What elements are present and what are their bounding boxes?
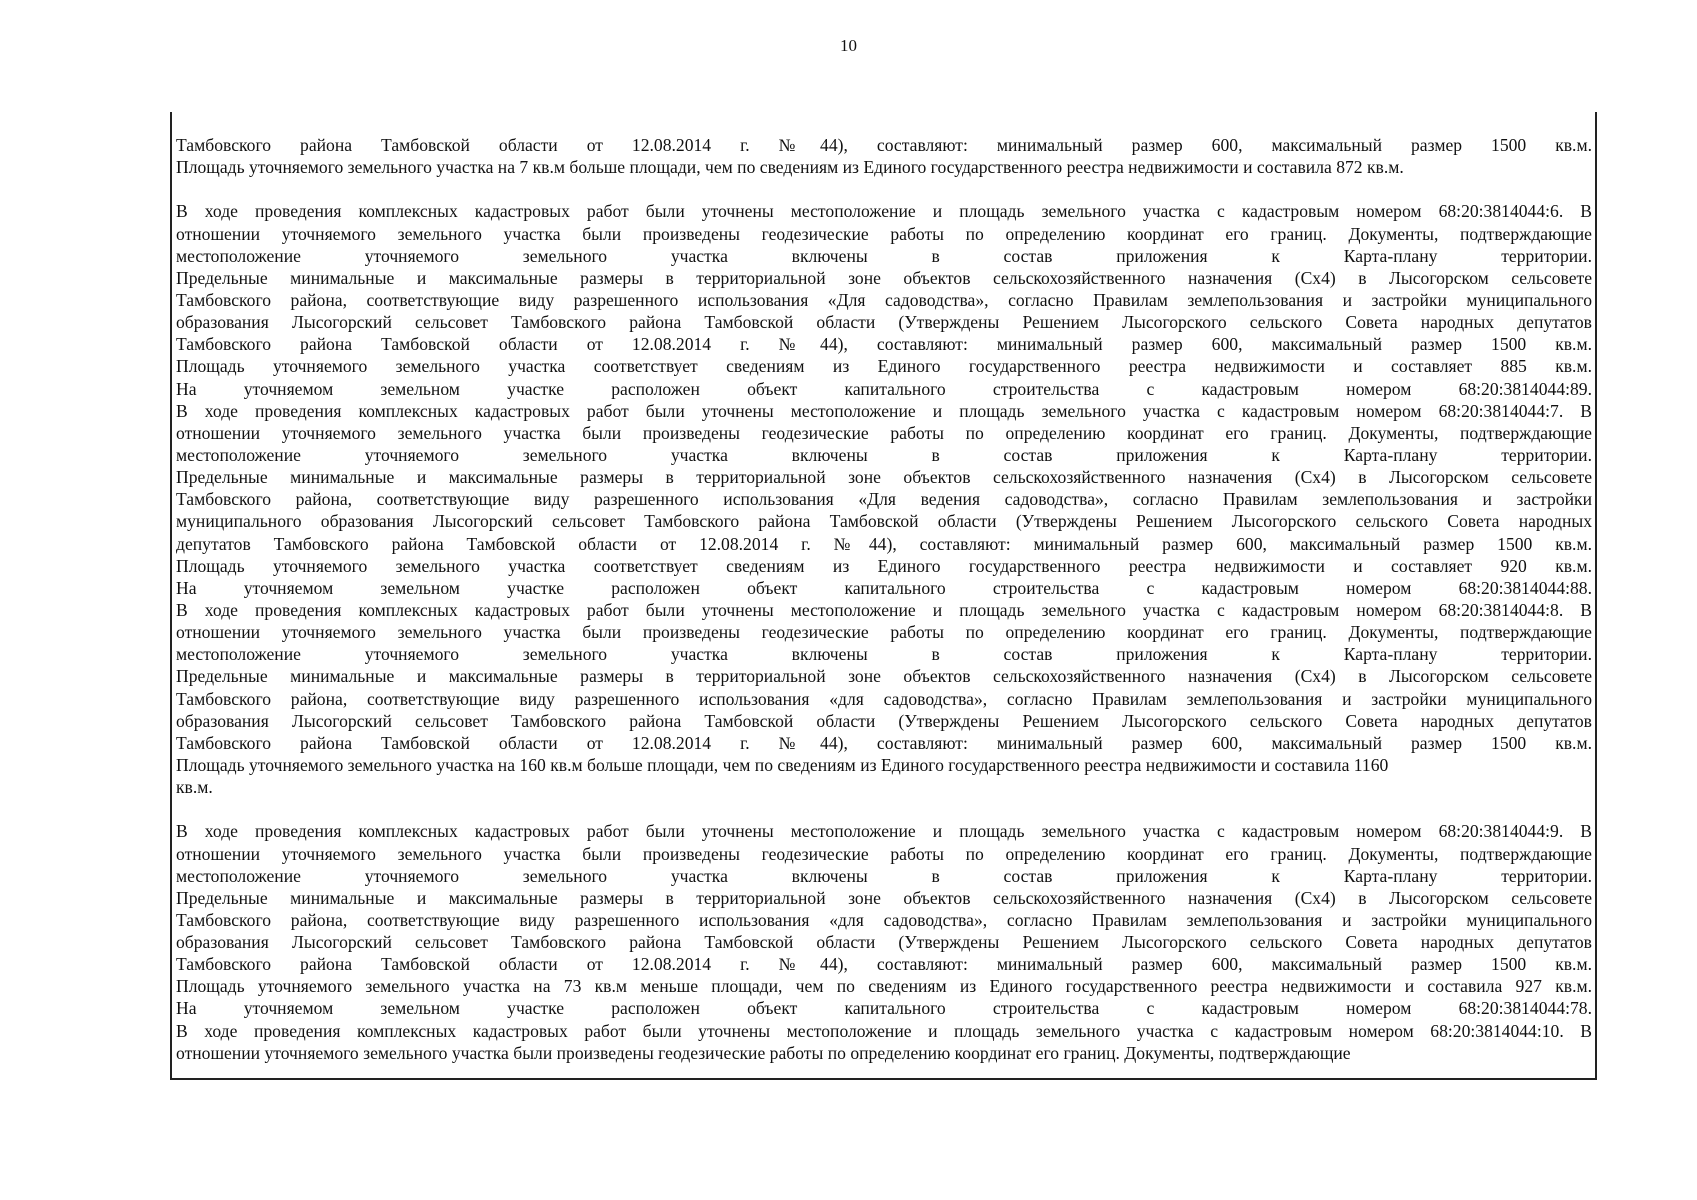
text-line: местоположение уточняемого земельного участка включены в состав приложения к Карта-плану территории.	[176, 444, 1592, 465]
text-line: Площадь уточняемого земельного участка соответствует сведениям из Единого государственного реестра недвижимости и составляет 885 кв.м.	[176, 356, 1592, 377]
text-line: отношении уточняемого земельного участка были произведены геодезические работы по определению координат его границ. Документы, подтверждающие	[176, 422, 1592, 443]
text-line: депутатов Тамбовского района Тамбовской области от 12.08.2014 г. №44), составляют: минимальный размер 600, максимальный размер 1500 кв.м.	[176, 533, 1592, 554]
text-line: В ходе проведения комплексных кадастровых работ были уточнены местоположение и площадь земельного участка с кадастровым номером 68:20:3814044:10. В	[176, 1020, 1592, 1041]
text-line: Тамбовского района, соответствующие виду разрешенного использования «Для садоводства», согласно Правилам землепользования и застройки муниципального	[176, 289, 1592, 310]
blank-line	[176, 798, 1592, 820]
text-line: Тамбовского района, соответствующие виду разрешенного использования «Для ведения садоводства», согласно Правилам землепользования и застройки	[176, 489, 1592, 510]
text-line: На уточняемом земельном участке расположен объект капитального строительства с кадастровым номером 68:20:3814044:88.	[176, 577, 1592, 598]
text-line: Предельные минимальные и максимальные размеры в территориальной зоне объектов сельскохозяйственного назначения (Сх4) в Лысогорском сельсовете	[176, 467, 1592, 488]
page-number: 10	[840, 36, 857, 55]
text-line: Площадь уточняемого земельного участка на 160 кв.м больше площади, чем по сведениям из Единого государственного реестра недвижимости и составила 1160	[176, 754, 1389, 775]
text-line: местоположение уточняемого земельного участка включены в состав приложения к Карта-плану территории.	[176, 865, 1592, 886]
text-line: муниципального образования Лысогорский сельсовет Тамбовского района Тамбовской области (Утверждены Решением Лысогорского сельского Совета народных	[176, 511, 1592, 532]
text-line: местоположение уточняемого земельного участка включены в состав приложения к Карта-плану территории.	[176, 245, 1592, 266]
text-line: Площадь уточняемого земельного участка соответствует сведениям из Единого государственного реестра недвижимости и составляет 920 кв.м.	[176, 555, 1592, 576]
blank-line	[176, 178, 1592, 200]
text-line: Тамбовского района Тамбовской области от 12.08.2014 г. №44), составляют: минимальный размер 600, максимальный размер 1500 кв.м.	[176, 334, 1592, 355]
text-line: Предельные минимальные и максимальные размеры в территориальной зоне объектов сельскохозяйственного назначения (Сх4) в Лысогорском сельсовете	[176, 887, 1592, 908]
text-line: В ходе проведения комплексных кадастровых работ были уточнены местоположение и площадь земельного участка с кадастровым номером 68:20:3814044:6. В	[176, 201, 1592, 222]
text-line: Тамбовского района Тамбовской области от 12.08.2014 г. №44), составляют: минимальный размер 600, максимальный размер 1500 кв.м.	[176, 954, 1592, 975]
text-line: Тамбовского района, соответствующие виду разрешенного использования «для садоводства», согласно Правилам землепользования и застройки муниципального	[176, 909, 1592, 930]
text-line: Предельные минимальные и максимальные размеры в территориальной зоне объектов сельскохозяйственного назначения (Сх4) в Лысогорском сельсовете	[176, 666, 1592, 687]
text-line: образования Лысогорский сельсовет Тамбовского района Тамбовской области (Утверждены Решением Лысогорского сельского Совета народных депутатов	[176, 932, 1592, 953]
text-line: Площадь уточняемого земельного участка на 73 кв.м меньше площади, чем по сведениям из Единого государственного реестра недвижимости и составила 927 кв.м.	[176, 976, 1592, 997]
text-line: Тамбовского района Тамбовской области от 12.08.2014 г. №44), составляют: минимальный размер 600, максимальный размер 1500 кв.м.	[176, 732, 1592, 753]
text-line: местоположение уточняемого земельного участка включены в состав приложения к Карта-плану территории.	[176, 644, 1592, 665]
text-line: В ходе проведения комплексных кадастровых работ были уточнены местоположение и площадь земельного участка с кадастровым номером 68:20:3814044:8. В	[176, 599, 1592, 620]
text-line: На уточняемом земельном участке расположен объект капитального строительства с кадастровым номером 68:20:3814044:78.	[176, 998, 1592, 1019]
text-line: образования Лысогорский сельсовет Тамбовского района Тамбовской области (Утверждены Решением Лысогорского сельского Совета народных депутатов	[176, 710, 1592, 731]
text-line: отношении уточняемого земельного участка были произведены геодезические работы по определению координат его границ. Документы, подтверждающие	[176, 1042, 1351, 1063]
text-line: отношении уточняемого земельного участка были произведены геодезические работы по определению координат его границ. Документы, подтверждающие	[176, 223, 1592, 244]
text-line: Предельные минимальные и максимальные размеры в территориальной зоне объектов сельскохозяйственного назначения (Сх4) в Лысогорском сельсовете	[176, 267, 1592, 288]
text-frame	[170, 112, 1597, 1080]
text-line: отношении уточняемого земельного участка были произведены геодезические работы по определению координат его границ. Документы, подтверждающие	[176, 843, 1592, 864]
text-line: В ходе проведения комплексных кадастровых работ были уточнены местоположение и площадь земельного участка с кадастровым номером 68:20:3814044:9. В	[176, 821, 1592, 842]
text-line: Площадь уточняемого земельного участка на 7 кв.м больше площади, чем по сведениям из Единого государственного реестра недвижимости и составила 872 кв.м.	[176, 157, 1404, 178]
text-line: В ходе проведения комплексных кадастровых работ были уточнены местоположение и площадь земельного участка с кадастровым номером 68:20:3814044:7. В	[176, 400, 1592, 421]
text-line: Тамбовского района, соответствующие виду разрешенного использования «для садоводства», согласно Правилам землепользования и застройки муниципального	[176, 688, 1592, 709]
text-line: На уточняемом земельном участке расположен объект капитального строительства с кадастровым номером 68:20:3814044:89.	[176, 378, 1592, 399]
text-line: кв.м.	[176, 777, 213, 798]
text-line: отношении уточняемого земельного участка были произведены геодезические работы по определению координат его границ. Документы, подтверждающие	[176, 622, 1592, 643]
document-body	[176, 134, 1592, 1064]
text-line: образования Лысогорский сельсовет Тамбовского района Тамбовской области (Утверждены Решением Лысогорского сельского Совета народных депутатов	[176, 312, 1592, 333]
text-line: Тамбовского района Тамбовской области от 12.08.2014 г. №44), составляют: минимальный размер 600, максимальный размер 1500 кв.м.	[176, 135, 1592, 155]
